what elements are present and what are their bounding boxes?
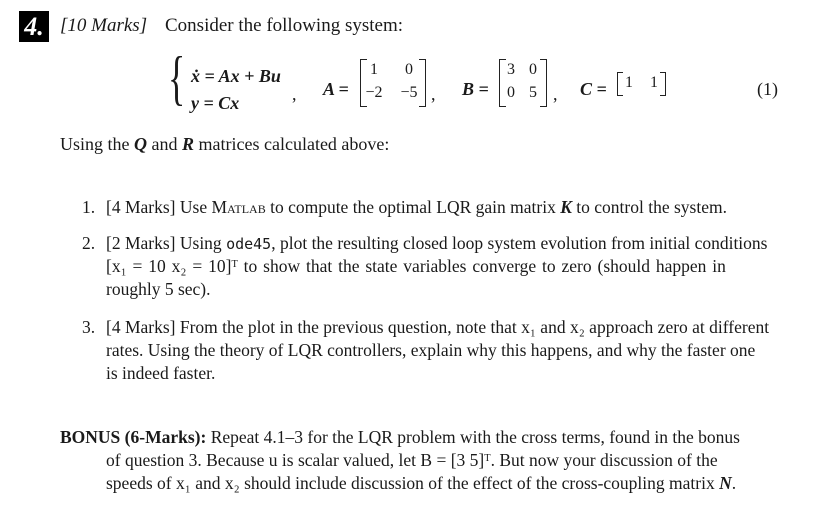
intro-text: Consider the following system: [165,15,404,36]
b-matrix-right-bracket [540,59,547,107]
a-matrix-right-bracket [419,59,426,107]
item-3-line-2: rates. Using the theory of LQR controllers, explain why this happens, and why the faster one [106,340,756,360]
comma-1: , [292,84,297,104]
b-matrix-label: B = [462,79,489,99]
a-cell-12: 0 [405,61,413,78]
c-cell-1: 1 [625,74,633,91]
item-3-number: 3. [82,317,96,337]
equation-number: (1) [757,79,778,99]
a-cell-11: 1 [370,61,378,78]
item-2-number: 2. [82,233,96,253]
c-matrix-right-bracket [660,72,666,96]
item-1-text: [4 Marks] Use Matlab to compute the optimal LQR gain matrix K to control the system. [106,197,727,217]
question-number-badge: 4. [19,11,49,42]
state-equation: ẋ = Ax + Bu [191,66,281,86]
using-matrices-text: Using the Q and R matrices calculated above: [60,134,390,154]
item-1-number: 1. [82,197,96,217]
a-matrix-label: A = [323,79,349,99]
system-brace: { [168,45,186,111]
item-3-line-1: [4 Marks] From the plot in the previous question, note that x₁ and x₂ approach zero at different [106,317,770,337]
b-cell-21: 0 [507,84,515,101]
bonus-line-2: of question 3. Because u is scalar valued, let B = [3 5]ᵀ. But now your discussion of the [106,450,718,470]
bonus-line-3: speeds of x₁ and x₂ should include discussion of the effect of the cross-coupling matrix N. [106,473,737,493]
bonus-line-1: BONUS (6-Marks): Repeat 4.1–3 for the LQR problem with the cross terms, found in the bonus [60,427,740,447]
output-equation: y = Cx [191,93,240,113]
c-cell-2: 1 [650,74,658,91]
comma-3: , [553,84,558,104]
b-cell-11: 3 [507,61,515,78]
item-3-line-3: is indeed faster. [106,363,216,383]
b-cell-22: 5 [529,84,537,101]
item-2-line-2: [x₁ = 10 x₂ = 10]ᵀ to show that the state variables converge to zero (should happen in [106,256,726,276]
b-cell-12: 0 [529,61,537,78]
a-cell-21: −2 [365,84,383,101]
c-matrix-label: C = [580,79,607,99]
a-cell-22: −5 [400,84,418,101]
item-2-line-3: roughly 5 sec). [106,279,211,299]
comma-2: , [431,84,436,104]
marks-label: [10 Marks] [60,15,148,36]
item-2-line-1: [2 Marks] Using ode45, plot the resulting closed loop system evolution from initial conditions [106,233,768,253]
